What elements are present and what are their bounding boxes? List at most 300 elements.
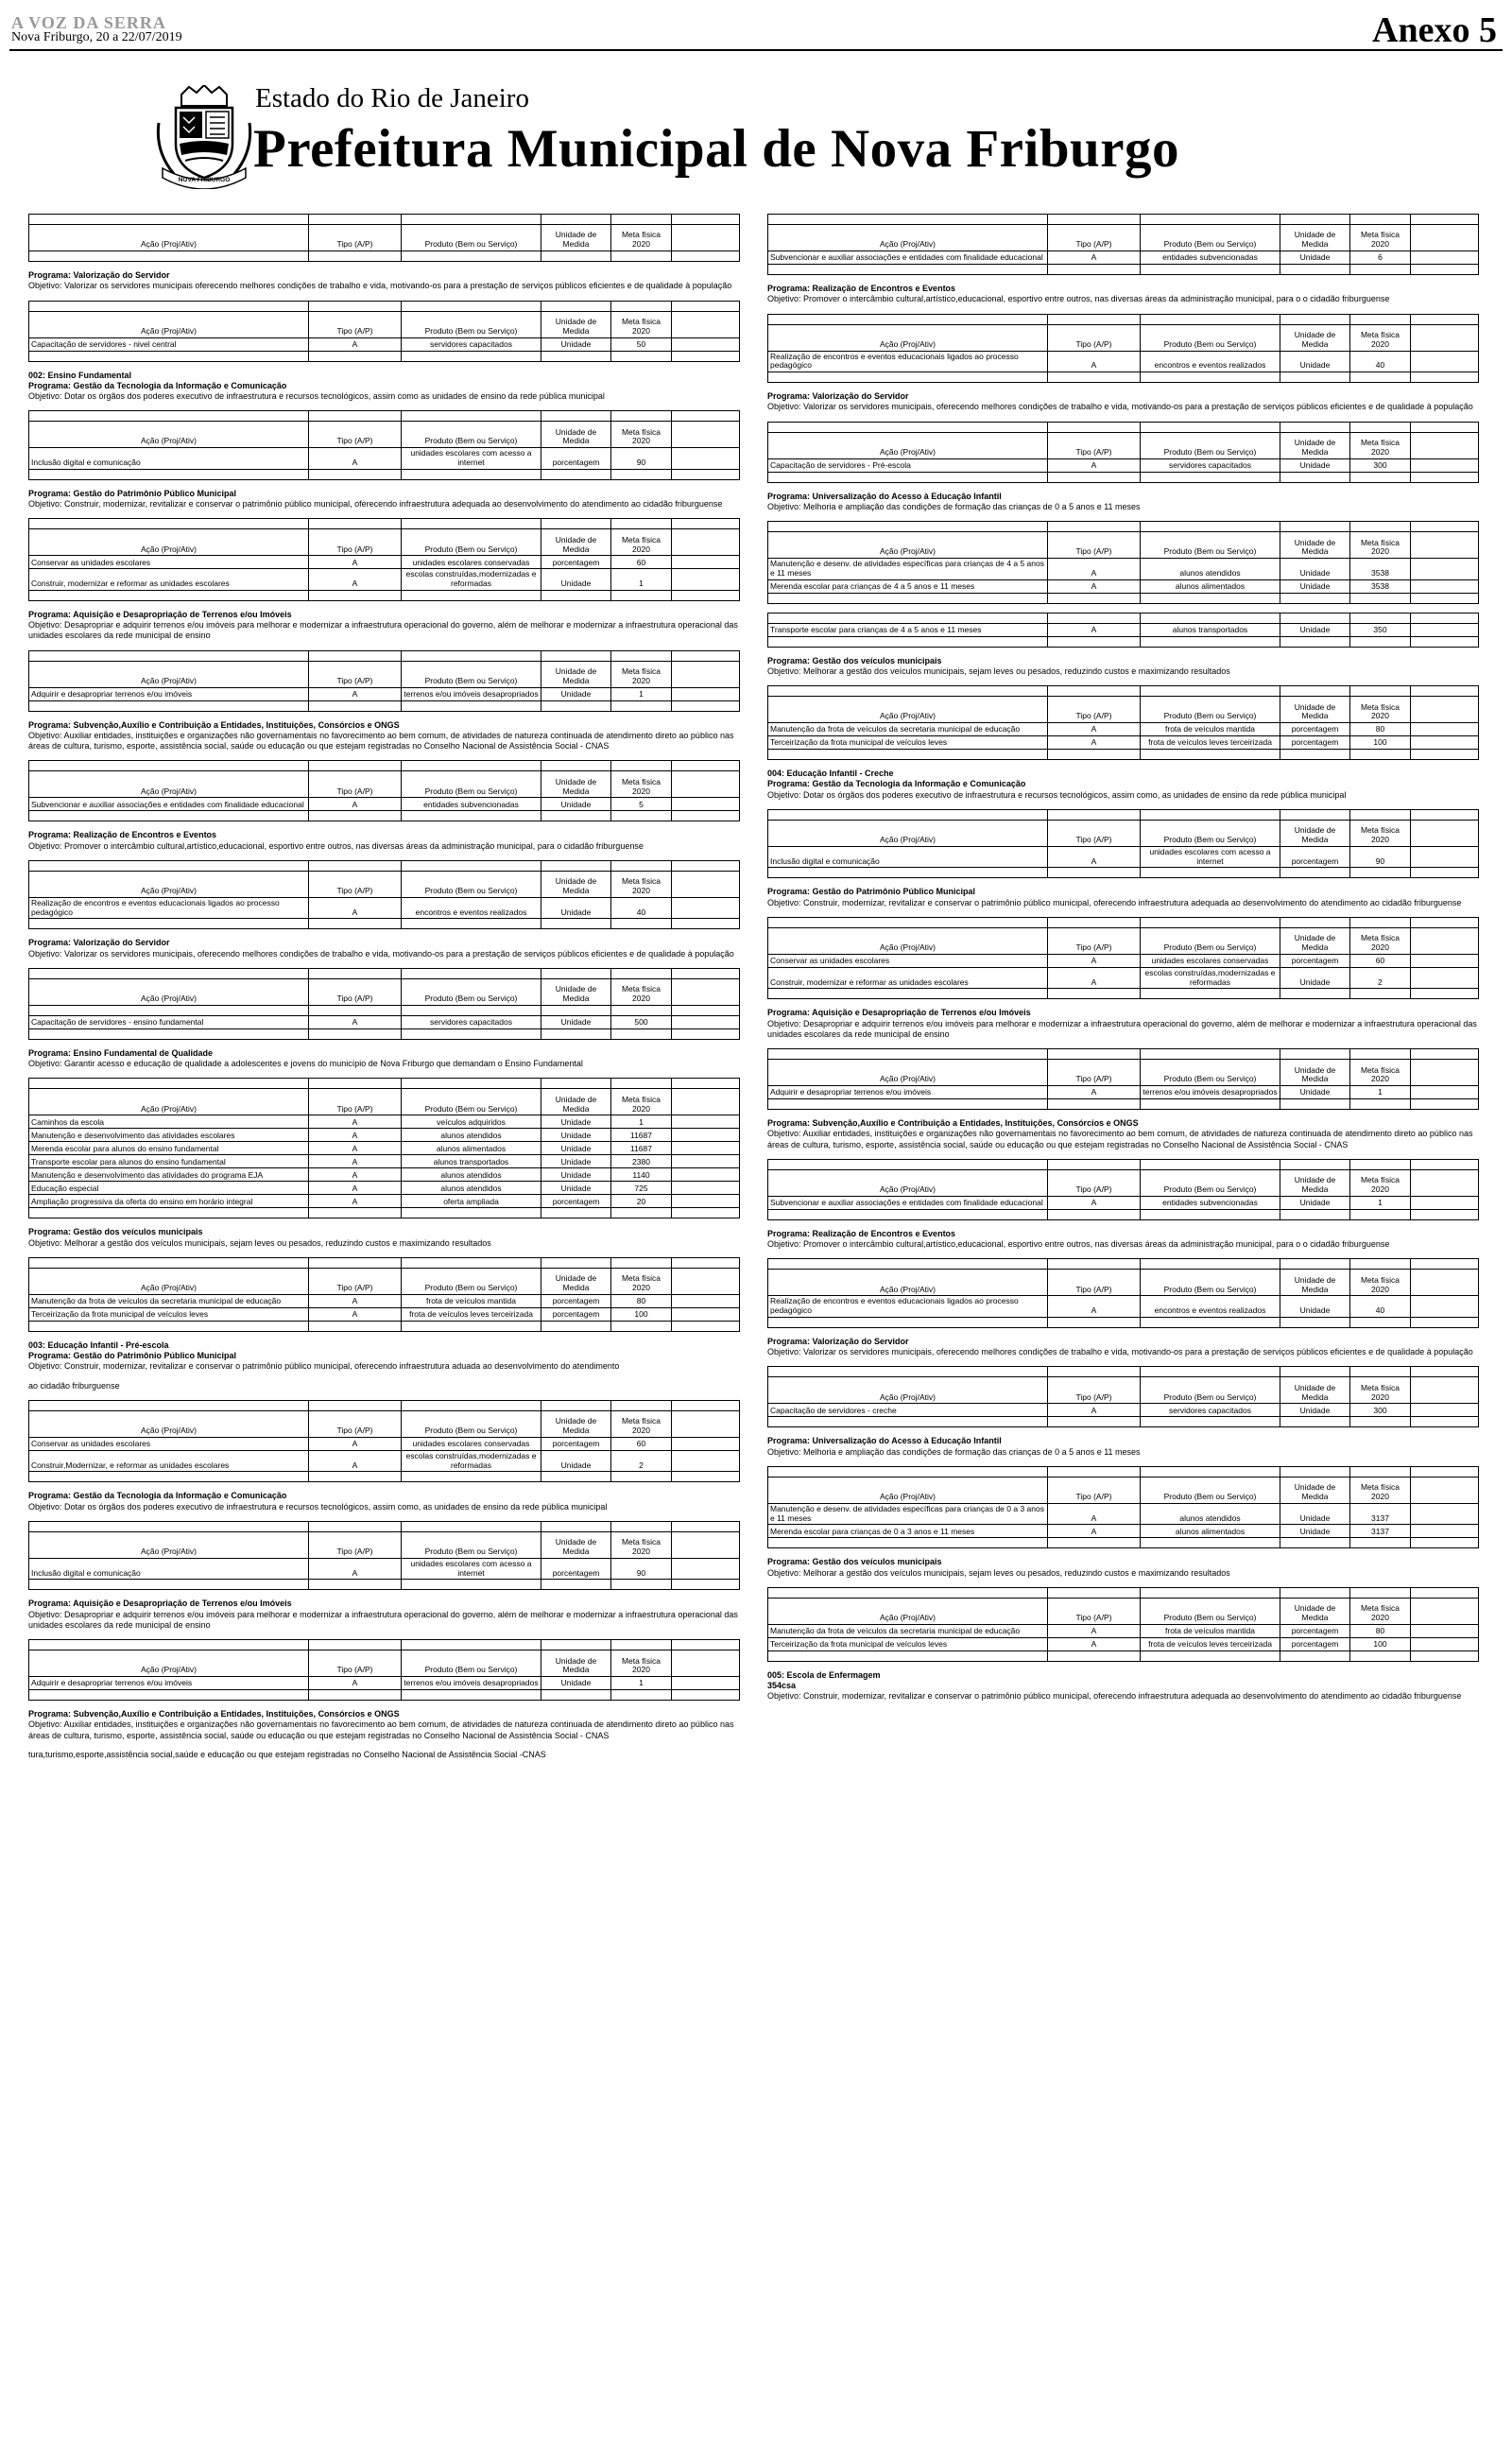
- header-cell-acao: Ação (Proj/Ativ): [29, 1531, 309, 1558]
- table-blank-row: [768, 522, 1479, 532]
- blank-cell: [402, 1257, 541, 1268]
- table-cell: porcentagem: [1280, 1637, 1350, 1650]
- table-row: [29, 1294, 740, 1307]
- blank-cell: [402, 1580, 541, 1590]
- header-cell-empty: [672, 1650, 740, 1677]
- table-blank-row: [768, 809, 1479, 820]
- blank-cell: [1048, 1367, 1141, 1377]
- budget-table: [767, 685, 1479, 760]
- blank-cell: [611, 700, 672, 711]
- blank-cell: [541, 469, 611, 479]
- table-header-row: [768, 1477, 1479, 1503]
- table-cell-empty: [1411, 736, 1479, 750]
- blank-cell: [1411, 422, 1479, 432]
- header-cell-unidade: Unidade de Medida: [541, 871, 611, 897]
- table-blank-row: [768, 1209, 1479, 1219]
- table-header-row: [29, 1089, 740, 1115]
- blank-cell: [1048, 1417, 1141, 1427]
- table-header-row: [29, 871, 740, 897]
- header-cell-produto: Produto (Bem ou Serviço): [1141, 432, 1280, 458]
- header-cell-empty: [1411, 1477, 1479, 1503]
- header-cell-acao: Ação (Proj/Ativ): [768, 324, 1048, 351]
- header-cell-meta: Meta física 2020: [1350, 1270, 1411, 1296]
- table-cell: Unidade: [541, 1182, 611, 1195]
- blank-cell: [1280, 372, 1350, 383]
- spacer: [767, 677, 1478, 685]
- table-blank-row: [29, 968, 740, 978]
- spacer: [767, 1579, 1478, 1587]
- table-cell-empty: [672, 1307, 740, 1321]
- spacer: [28, 1760, 739, 1769]
- header-cell-meta: Meta física 2020: [611, 529, 672, 556]
- table-row: [768, 846, 1479, 868]
- table-blank-row: [29, 1640, 740, 1650]
- blank-cell: [1411, 1367, 1479, 1377]
- objective-text: Objetivo: Dotar os órgãos dos poderes executivo de infraestrutura e recursos tecnológicos, assim como, as unidades de ensino da rede pública municipal: [767, 789, 1347, 800]
- budget-table: [28, 214, 740, 262]
- blank-cell: [1411, 265, 1479, 275]
- blank-cell: [1350, 1587, 1411, 1598]
- table-row: [768, 723, 1479, 736]
- blank-cell: [768, 613, 1048, 623]
- header-cell-tipo: Tipo (A/P): [309, 978, 402, 1005]
- blank-cell: [1141, 1466, 1280, 1477]
- header-cell-meta: Meta física 2020: [1350, 1060, 1411, 1086]
- blank-cell: [541, 1321, 611, 1331]
- blank-cell: [29, 519, 309, 529]
- header-cell-empty: [1411, 1270, 1479, 1296]
- table-row: [768, 1525, 1479, 1538]
- table-header-row: [29, 1268, 740, 1294]
- blank-cell: [1280, 593, 1350, 603]
- header-cell-tipo: Tipo (A/P): [309, 661, 402, 687]
- table-cell: porcentagem: [541, 1195, 611, 1208]
- table-cell: Realização de encontros e eventos educacionais ligados ao processo pedagógico: [768, 351, 1048, 372]
- blank-cell: [611, 1640, 672, 1650]
- header-cell-tipo: Tipo (A/P): [1048, 324, 1141, 351]
- table-blank-row: [29, 1208, 740, 1218]
- blank-cell: [541, 1521, 611, 1531]
- table-row: [768, 1404, 1479, 1417]
- table-cell-empty: [672, 1015, 740, 1028]
- blank-cell: [29, 811, 309, 821]
- header-cell-tipo: Tipo (A/P): [1048, 1477, 1141, 1503]
- spacer: [767, 383, 1478, 391]
- blank-cell: [1411, 522, 1479, 532]
- blank-cell: [29, 301, 309, 311]
- table-cell: Unidade: [541, 687, 611, 700]
- blank-cell: [1048, 265, 1141, 275]
- table-cell-empty: [1411, 623, 1479, 636]
- blank-cell: [541, 919, 611, 929]
- table-cell: alunos transportados: [1141, 623, 1280, 636]
- spacer: [767, 1662, 1478, 1670]
- blank-cell: [672, 700, 740, 711]
- table-cell: A: [309, 1450, 402, 1472]
- objective-text: Objetivo: Garantir acesso e educação de qualidade a adolescentes e jovens do município de Nova Friburgo que demandam o Ensino Fundamental: [28, 1059, 583, 1069]
- blank-cell: [1141, 314, 1280, 324]
- header-cell-tipo: Tipo (A/P): [1048, 1270, 1141, 1296]
- table-cell: Realização de encontros e eventos educacionais ligados ao processo pedagógico: [768, 1296, 1048, 1318]
- header-cell-acao: Ação (Proj/Ativ): [29, 1410, 309, 1437]
- header-cell-empty: [1411, 225, 1479, 251]
- header-cell-empty: [672, 771, 740, 798]
- blank-cell: [1411, 1466, 1479, 1477]
- header-cell-acao: Ação (Proj/Ativ): [29, 1089, 309, 1115]
- table-row: [29, 1115, 740, 1129]
- blank-cell: [1280, 1538, 1350, 1548]
- table-cell: Unidade: [1280, 1196, 1350, 1209]
- blank-cell: [29, 590, 309, 600]
- objective-text: Objetivo: Valorizar os servidores municipais, oferecendo melhores condições de trabalho e vida, motivando-os para a prestação de serviços públicos eficientes e de qualidade à população: [28, 948, 734, 959]
- blank-cell: [1350, 1466, 1411, 1477]
- header-cell-produto: Produto (Bem ou Serviço): [402, 1531, 541, 1558]
- blank-cell: [768, 636, 1048, 647]
- right-column: [767, 214, 1478, 1711]
- table-cell: Educação especial: [29, 1182, 309, 1195]
- table-header-row: [768, 1169, 1479, 1196]
- table-cell: A: [1048, 623, 1141, 636]
- table-cell: unidades escolares conservadas: [1141, 954, 1280, 967]
- table-cell: escolas construídas,modernizadas e reformadas: [402, 1450, 541, 1472]
- blank-cell: [1141, 750, 1280, 760]
- table-cell: 2: [611, 1450, 672, 1472]
- blank-cell: [1048, 1466, 1141, 1477]
- table-blank-row: [29, 1521, 740, 1531]
- objective-text: ao cidadão friburguense: [28, 1380, 120, 1391]
- blank-cell: [402, 1472, 541, 1482]
- blank-cell: [1048, 1049, 1141, 1060]
- table-blank-row: [29, 1005, 740, 1015]
- table-cell: porcentagem: [541, 1294, 611, 1307]
- spacer: [767, 760, 1478, 769]
- program-heading: Programa: Subvenção,Auxílio e Contribuição a Entidades, Instituições, Consórcios e ONGS: [28, 1709, 400, 1720]
- table-cell: Construir, modernizar e reformar as unidades escolares: [29, 569, 309, 591]
- table-cell: unidades escolares com acesso a internet: [1141, 846, 1280, 868]
- blank-cell: [611, 590, 672, 600]
- table-cell: A: [1048, 1624, 1141, 1637]
- table-cell: A: [1048, 723, 1141, 736]
- blank-cell: [309, 1580, 402, 1590]
- header-cell-produto: Produto (Bem ou Serviço): [1141, 820, 1280, 846]
- table-cell: 1: [611, 1115, 672, 1129]
- table-cell: Transporte escolar para alunos do ensino fundamental: [29, 1155, 309, 1168]
- table-cell: Subvencionar e auxiliar associações e entidades com finalidade educacional: [768, 251, 1048, 265]
- table-header-row: [29, 978, 740, 1005]
- blank-cell: [309, 1005, 402, 1015]
- blank-cell: [1280, 1209, 1350, 1219]
- budget-table: [28, 1400, 740, 1483]
- table-blank-row: [768, 1049, 1479, 1060]
- table-cell: Unidade: [1280, 1296, 1350, 1318]
- table-cell: alunos alimentados: [1141, 1525, 1280, 1538]
- table-cell: Manutenção da frota de veículos da secretaria municipal de educação: [768, 1624, 1048, 1637]
- blank-cell: [402, 811, 541, 821]
- blank-cell: [611, 1690, 672, 1701]
- blank-cell: [1048, 809, 1141, 820]
- table-row: [29, 1195, 740, 1208]
- table-cell: 300: [1350, 1404, 1411, 1417]
- table-row: [29, 1155, 740, 1168]
- table-blank-row: [768, 1650, 1479, 1661]
- table-blank-row: [768, 1466, 1479, 1477]
- table-cell: Capacitação de servidores - Pré-escola: [768, 458, 1048, 472]
- table-cell: Merenda escolar para crianças de 4 a 5 anos e 11 meses: [768, 579, 1048, 593]
- objective-text: Objetivo: Melhoria e ampliação das condições de formação das crianças de 0 a 5 anos e 11 meses: [767, 501, 1141, 511]
- blank-cell: [1280, 917, 1350, 927]
- blank-cell: [1048, 1650, 1141, 1661]
- objective-text: Objetivo: Promover o intercâmbio cultural,artístico,educacional, esportivo entre outros, nas diversas áreas da administração municipal, para o cidadão friburguense: [28, 840, 644, 851]
- budget-table: [28, 1521, 740, 1591]
- header-cell-empty: [1411, 927, 1479, 954]
- table-cell-empty: [672, 1129, 740, 1142]
- header-cell-acao: Ação (Proj/Ativ): [768, 820, 1048, 846]
- header-cell-meta: Meta física 2020: [611, 771, 672, 798]
- blank-cell: [309, 1208, 402, 1218]
- blank-cell: [309, 1079, 402, 1089]
- table-cell: 500: [611, 1015, 672, 1028]
- blank-cell: [1280, 809, 1350, 820]
- blank-cell: [1350, 750, 1411, 760]
- blank-cell: [29, 469, 309, 479]
- spacer: [767, 908, 1478, 917]
- table-cell-empty: [672, 1294, 740, 1307]
- blank-cell: [402, 251, 541, 262]
- table-blank-row: [768, 1587, 1479, 1598]
- blank-cell: [1141, 868, 1280, 878]
- blank-cell: [611, 1028, 672, 1039]
- blank-cell: [1411, 613, 1479, 623]
- table-header-row: [768, 324, 1479, 351]
- table-cell: Manutenção da frota de veículos da secretaria municipal de educação: [29, 1294, 309, 1307]
- header-cell-acao: Ação (Proj/Ativ): [768, 1169, 1048, 1196]
- blank-cell: [1411, 215, 1479, 225]
- spacer: [28, 262, 739, 270]
- header-cell-meta: Meta física 2020: [611, 661, 672, 687]
- spacer: [28, 1590, 739, 1599]
- blank-cell: [541, 1208, 611, 1218]
- table-cell-empty: [1411, 1637, 1479, 1650]
- table-header-row: [29, 1650, 740, 1677]
- blank-cell: [1280, 472, 1350, 482]
- table-cell: A: [1048, 579, 1141, 593]
- table-cell: Unidade: [1280, 1503, 1350, 1525]
- header-cell-unidade: Unidade de Medida: [541, 771, 611, 798]
- header-cell-unidade: Unidade de Medida: [541, 1089, 611, 1115]
- blank-cell: [1411, 1209, 1479, 1219]
- spacer: [767, 1357, 1478, 1366]
- header-cell-produto: Produto (Bem ou Serviço): [402, 422, 541, 448]
- table-cell: A: [309, 897, 402, 919]
- table-header-row: [29, 422, 740, 448]
- blank-cell: [1350, 989, 1411, 999]
- table-cell: 90: [611, 1558, 672, 1580]
- blank-cell: [1280, 1259, 1350, 1270]
- blank-cell: [29, 919, 309, 929]
- program-heading: Programa: Universalização do Acesso à Educação Infantil: [767, 491, 1002, 501]
- table-cell: alunos atendidos: [402, 1182, 541, 1195]
- budget-table: [767, 422, 1479, 483]
- table-row: [29, 1677, 740, 1690]
- table-header-row: [768, 927, 1479, 954]
- table-row: [768, 1624, 1479, 1637]
- header-rule: [9, 49, 1503, 51]
- table-cell: 20: [611, 1195, 672, 1208]
- blank-cell: [768, 1417, 1048, 1427]
- spacer: [28, 362, 739, 371]
- table-cell: Unidade: [541, 897, 611, 919]
- blank-cell: [29, 411, 309, 422]
- blank-cell: [672, 1690, 740, 1701]
- table-cell: Unidade: [1280, 251, 1350, 265]
- table-cell-empty: [672, 1450, 740, 1472]
- table-cell: A: [309, 1558, 402, 1580]
- objective-text: Objetivo: Desapropriar e adquirir terrenos e/ou imóveis para melhorar e modernizar a infraestrutura operacional do governo, além de melhorar e modernizar a infraestrutura operacional das unidades escolares da rede municipal de ensino: [28, 620, 738, 641]
- blank-cell: [611, 1079, 672, 1089]
- table-cell: 40: [1350, 1296, 1411, 1318]
- blank-cell: [1411, 1587, 1479, 1598]
- table-cell: Realização de encontros e eventos educacionais ligados ao processo pedagógico: [29, 897, 309, 919]
- table-cell: Ampliação progressiva da oferta do ensino em horário integral: [29, 1195, 309, 1208]
- table-cell: A: [1048, 954, 1141, 967]
- blank-cell: [29, 761, 309, 771]
- header-cell-produto: Produto (Bem ou Serviço): [402, 529, 541, 556]
- spacer: [767, 1427, 1478, 1436]
- blank-cell: [1048, 1259, 1141, 1270]
- blank-cell: [611, 469, 672, 479]
- table-cell: 3538: [1350, 579, 1411, 593]
- table-blank-row: [768, 372, 1479, 383]
- left-column: [28, 214, 739, 1769]
- prefeitura-title: Prefeitura Municipal de Nova Friburgo: [253, 119, 1180, 179]
- table-row: [29, 1129, 740, 1142]
- blank-cell: [672, 1028, 740, 1039]
- header-cell-produto: Produto (Bem ou Serviço): [1141, 1477, 1280, 1503]
- table-blank-row: [768, 265, 1479, 275]
- blank-cell: [1411, 1049, 1479, 1060]
- objective-text: Objetivo: Dotar os órgãos dos poderes executivo de infraestrutura e recursos tecnológicos, assim como as unidades de ensino da rede pública municipal: [28, 391, 605, 401]
- blank-cell: [402, 1521, 541, 1531]
- table-cell: A: [309, 1168, 402, 1182]
- blank-cell: [402, 411, 541, 422]
- table-cell: 2380: [611, 1155, 672, 1168]
- table-cell: A: [1048, 736, 1141, 750]
- table-cell: A: [309, 1294, 402, 1307]
- blank-cell: [1141, 1159, 1280, 1169]
- table-row: [768, 1196, 1479, 1209]
- blank-cell: [29, 650, 309, 661]
- header-cell-meta: Meta física 2020: [611, 1089, 672, 1115]
- header-cell-tipo: Tipo (A/P): [309, 225, 402, 251]
- state-name: Estado do Rio de Janeiro: [255, 83, 529, 113]
- blank-cell: [1350, 314, 1411, 324]
- table-cell: A: [1048, 1404, 1141, 1417]
- header-cell-empty: [1411, 1598, 1479, 1624]
- blank-cell: [1280, 686, 1350, 697]
- objective-text: Objetivo: Melhorar a gestão dos veículos municipais, sejam leves ou pesados, reduzindo custos e maximizando resultados: [28, 1237, 491, 1248]
- spacer: [28, 402, 739, 410]
- header-cell-meta: Meta física 2020: [611, 1650, 672, 1677]
- table-cell: A: [1048, 1086, 1141, 1099]
- table-cell-empty: [1411, 967, 1479, 989]
- table-cell: A: [1048, 458, 1141, 472]
- blank-cell: [1048, 1587, 1141, 1598]
- header-cell-acao: Ação (Proj/Ativ): [29, 225, 309, 251]
- table-blank-row: [29, 1321, 740, 1331]
- table-cell: escolas construídas,modernizadas e reformadas: [1141, 967, 1280, 989]
- spacer: [28, 1249, 739, 1257]
- table-cell: porcentagem: [541, 1307, 611, 1321]
- table-cell: 3538: [1350, 559, 1411, 580]
- spacer: [28, 601, 739, 610]
- blank-cell: [309, 251, 402, 262]
- blank-cell: [768, 989, 1048, 999]
- blank-cell: [1048, 750, 1141, 760]
- table-cell: A: [309, 1307, 402, 1321]
- table-cell: 350: [1350, 623, 1411, 636]
- spacer: [28, 1069, 739, 1078]
- blank-cell: [29, 1257, 309, 1268]
- blank-cell: [1048, 1099, 1141, 1110]
- blank-cell: [309, 811, 402, 821]
- blank-cell: [672, 860, 740, 871]
- blank-cell: [1411, 750, 1479, 760]
- spacer: [28, 821, 739, 830]
- header-cell-tipo: Tipo (A/P): [1048, 1598, 1141, 1624]
- table-cell: A: [1048, 1503, 1141, 1525]
- table-cell: Unidade: [1280, 458, 1350, 472]
- blank-cell: [1411, 472, 1479, 482]
- table-cell: alunos atendidos: [402, 1129, 541, 1142]
- table-cell: A: [309, 337, 402, 351]
- table-row: [768, 251, 1479, 265]
- blank-cell: [1350, 636, 1411, 647]
- blank-cell: [29, 1079, 309, 1089]
- header-cell-produto: Produto (Bem ou Serviço): [1141, 927, 1280, 954]
- spacer: [28, 1631, 739, 1639]
- table-row: [768, 967, 1479, 989]
- program-heading: Programa: Realização de Encontros e Eventos: [28, 830, 217, 840]
- blank-cell: [402, 1400, 541, 1410]
- spacer: [767, 1548, 1478, 1557]
- header-cell-empty: [672, 1410, 740, 1437]
- blank-cell: [1141, 1417, 1280, 1427]
- table-cell: A: [1048, 559, 1141, 580]
- blank-cell: [672, 590, 740, 600]
- table-header-row: [29, 661, 740, 687]
- table-blank-row: [768, 917, 1479, 927]
- table-cell: Unidade: [1280, 967, 1350, 989]
- table-cell-empty: [672, 1677, 740, 1690]
- table-cell: encontros e eventos realizados: [1141, 1296, 1280, 1318]
- blank-cell: [768, 314, 1048, 324]
- header-cell-meta: Meta física 2020: [611, 978, 672, 1005]
- blank-cell: [1141, 1538, 1280, 1548]
- table-cell: A: [1048, 846, 1141, 868]
- table-header-row: [768, 697, 1479, 723]
- header-cell-produto: Produto (Bem ou Serviço): [1141, 1598, 1280, 1624]
- blank-cell: [1350, 868, 1411, 878]
- header-cell-produto: Produto (Bem ou Serviço): [1141, 324, 1280, 351]
- blank-cell: [309, 411, 402, 422]
- budget-table: [28, 518, 740, 601]
- blank-cell: [611, 919, 672, 929]
- header-cell-unidade: Unidade de Medida: [541, 311, 611, 337]
- budget-table: [767, 521, 1479, 604]
- blank-cell: [1048, 372, 1141, 383]
- table-cell: A: [309, 569, 402, 591]
- table-header-row: [768, 1060, 1479, 1086]
